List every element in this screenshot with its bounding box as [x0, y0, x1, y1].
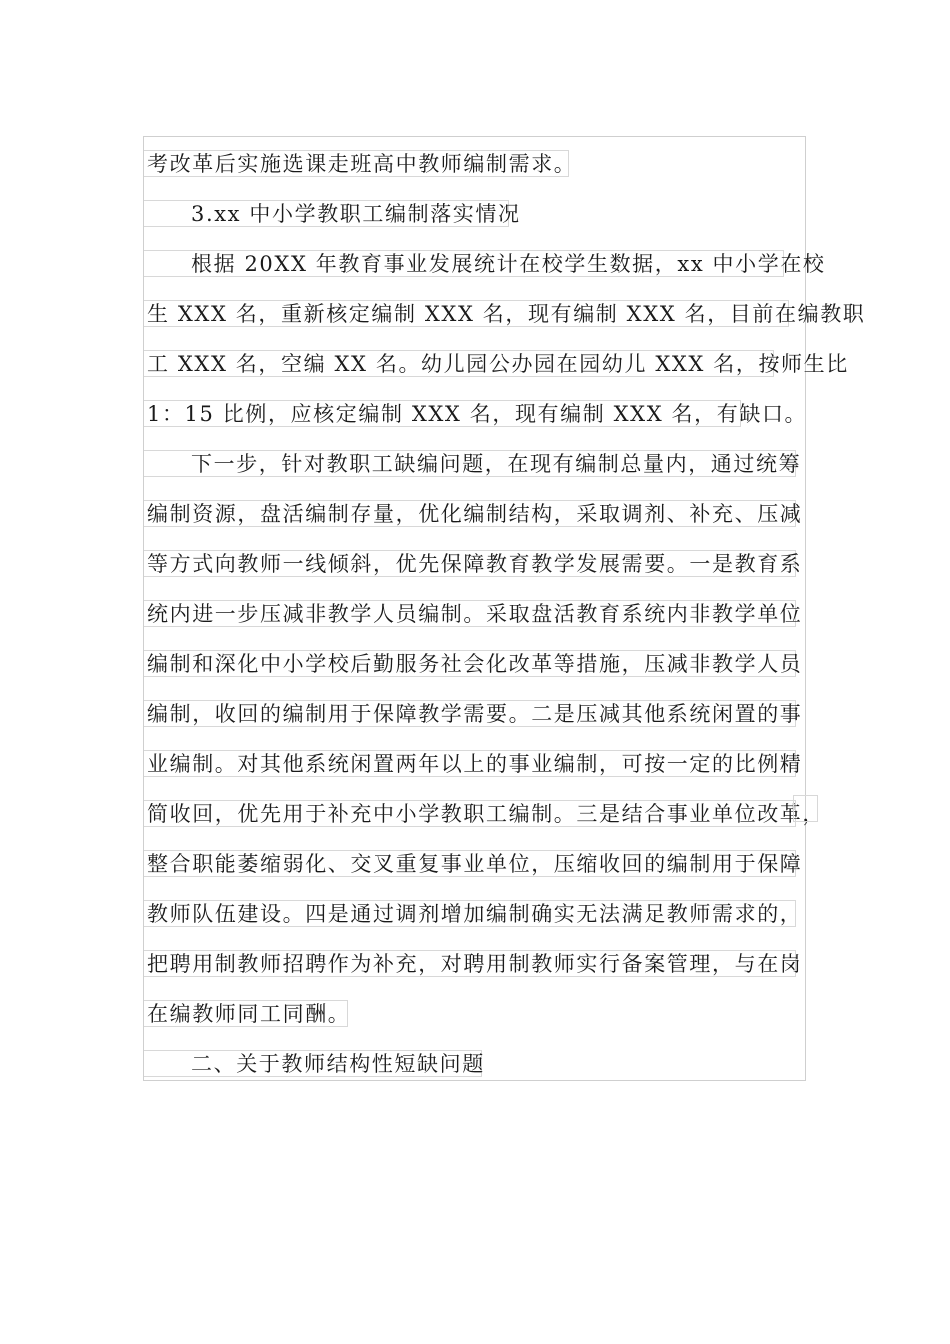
section-heading-2: 二、关于教师结构性短缺问题: [144, 1050, 482, 1077]
overflow-box: [793, 795, 818, 822]
text-line-4: 生 XXX 名，重新核定编制 XXX 名，现有编制 XXX 名，目前在编教职: [144, 300, 789, 327]
text-line-9: 等方式向教师一线倾斜，优先保障教育教学发展需要。一是教育系: [144, 550, 796, 577]
text-line-6: 1：15 比例，应核定编制 XXX 名，现有编制 XXX 名，有缺口。: [144, 400, 741, 427]
text-line-18: 在编教师同工同酬。: [144, 1000, 348, 1027]
text-line-3: 根据 20XX 年教育事业发展统计在校学生数据，xx 中小学在校: [144, 250, 784, 277]
text-line-10: 统内进一步压减非教学人员编制。采取盘活教育系统内非教学单位: [144, 600, 796, 627]
section-heading-3: 3.xx 中小学教职工编制落实情况: [144, 200, 509, 227]
text-line-13: 业编制。对其他系统闲置两年以上的事业编制，可按一定的比例精: [144, 750, 796, 777]
text-line-14: 简收回，优先用于补充中小学教职工编制。三是结合事业单位改革，: [144, 800, 796, 827]
text-line-7: 下一步，针对教职工缺编问题，在现有编制总量内，通过统筹: [144, 450, 796, 477]
text-line-8: 编制资源，盘活编制存量，优化编制结构，采取调剂、补充、压减: [144, 500, 796, 527]
text-line-5: 工 XXX 名，空编 XX 名。幼儿园公办园在园幼儿 XXX 名，按师生比: [144, 350, 774, 377]
text-line-12: 编制，收回的编制用于保障教学需要。二是压减其他系统闲置的事: [144, 700, 796, 727]
text-line-15: 整合职能萎缩弱化、交叉重复事业单位，压缩收回的编制用于保障: [144, 850, 796, 877]
text-line-17: 把聘用制教师招聘作为补充，对聘用制教师实行备案管理，与在岗: [144, 950, 796, 977]
text-line-11: 编制和深化中小学校后勤服务社会化改革等措施，压减非教学人员: [144, 650, 796, 677]
text-line-1: 考改革后实施选课走班高中教师编制需求。: [144, 150, 569, 177]
text-line-16: 教师队伍建设。四是通过调剂增加编制确实无法满足教师需求的，: [144, 900, 796, 927]
document-page: [143, 136, 866, 1081]
